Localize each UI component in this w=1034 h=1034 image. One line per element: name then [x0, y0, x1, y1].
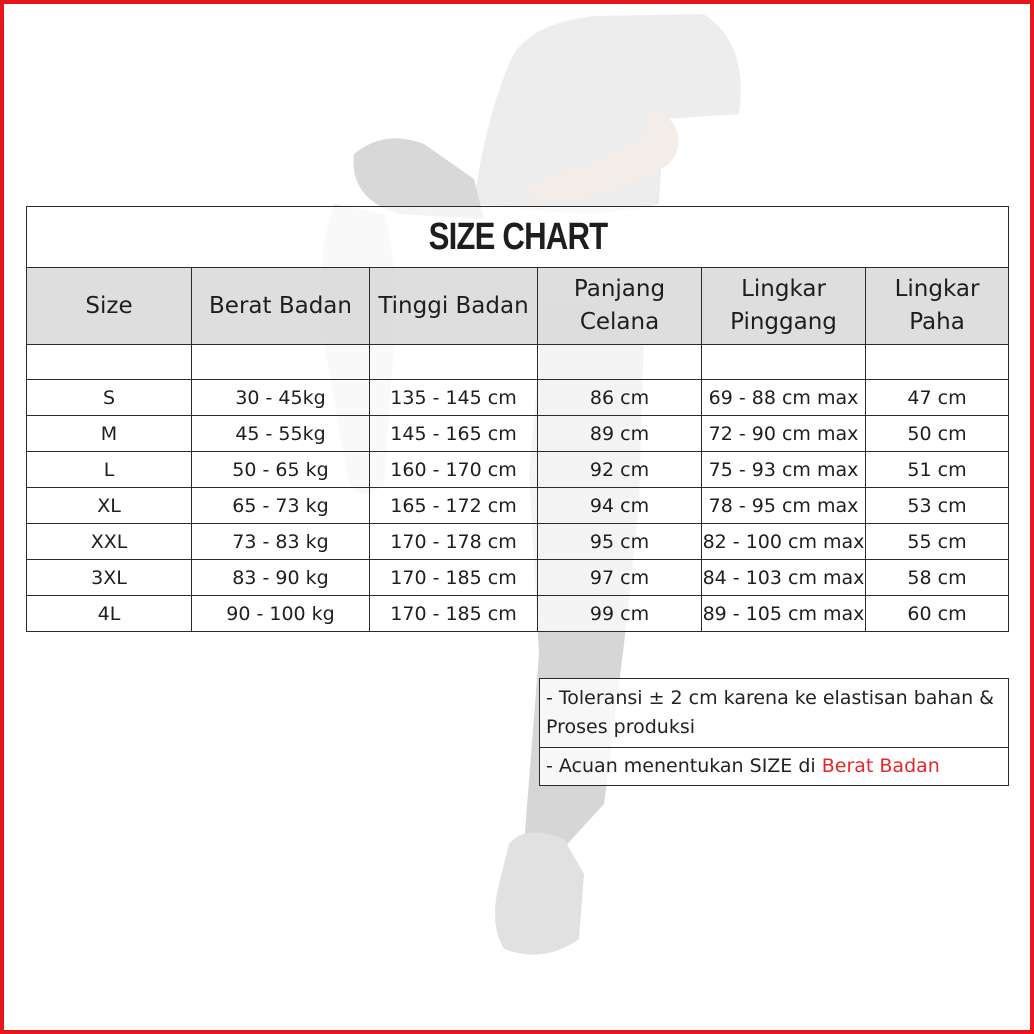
blank-row: [27, 345, 1009, 380]
column-header: Size: [27, 268, 192, 345]
size-cell: M: [27, 416, 192, 452]
empty-cell: [192, 345, 370, 380]
column-header: [866, 268, 1009, 345]
table-row: [27, 380, 1009, 416]
value-cell: 135 - 145 cm: [370, 380, 538, 416]
value-cell: 97 cm: [538, 560, 702, 596]
tolerance-note: - Toleransi ± 2 cm karena ke elastisan bahan & Proses produksi: [540, 679, 1009, 748]
column-header: [702, 268, 866, 345]
reference-note-text: - Acuan menentukan SIZE di: [546, 755, 822, 777]
table-row: [27, 452, 1009, 488]
table-row: [27, 524, 1009, 560]
value-cell: 82 - 100 cm max: [702, 524, 866, 560]
value-cell: 145 - 165 cm: [370, 416, 538, 452]
value-cell: 170 - 178 cm: [370, 524, 538, 560]
table-row: [27, 416, 1009, 452]
column-header-text: Lingkar Paha: [894, 276, 980, 335]
reference-highlight: Berat Badan: [821, 755, 940, 777]
value-cell: 86 cm: [538, 380, 702, 416]
size-cell: XL: [27, 488, 192, 524]
header-row: [27, 268, 1009, 345]
empty-cell: [702, 345, 866, 380]
column-header-text: Panjang Celana: [573, 276, 666, 335]
value-cell: 58 cm: [866, 560, 1009, 596]
size-table: [26, 206, 1009, 632]
size-rows: [27, 380, 1009, 632]
value-cell: 47 cm: [866, 380, 1009, 416]
value-cell: 51 cm: [866, 452, 1009, 488]
empty-cell: [27, 345, 192, 380]
value-cell: 94 cm: [538, 488, 702, 524]
size-cell: L: [27, 452, 192, 488]
value-cell: 89 cm: [538, 416, 702, 452]
value-cell: 45 - 55kg: [192, 416, 370, 452]
value-cell: 55 cm: [866, 524, 1009, 560]
value-cell: 69 - 88 cm max: [702, 380, 866, 416]
value-cell: 170 - 185 cm: [370, 596, 538, 632]
value-cell: 170 - 185 cm: [370, 560, 538, 596]
value-cell: 65 - 73 kg: [192, 488, 370, 524]
size-cell: S: [27, 380, 192, 416]
value-cell: 83 - 90 kg: [192, 560, 370, 596]
size-cell: 4L: [27, 596, 192, 632]
column-header: Tinggi Badan: [370, 268, 538, 345]
value-cell: 165 - 172 cm: [370, 488, 538, 524]
chart-title: SIZE CHART: [428, 215, 607, 258]
size-cell: 3XL: [27, 560, 192, 596]
table-row: [27, 596, 1009, 632]
value-cell: 73 - 83 kg: [192, 524, 370, 560]
value-cell: 90 - 100 kg: [192, 596, 370, 632]
column-header-text: Lingkar Pinggang: [730, 276, 837, 335]
value-cell: 89 - 105 cm max: [702, 596, 866, 632]
table-row: [27, 488, 1009, 524]
value-cell: 92 cm: [538, 452, 702, 488]
value-cell: 95 cm: [538, 524, 702, 560]
size-table-container: [26, 206, 1008, 640]
value-cell: 53 cm: [866, 488, 1009, 524]
empty-cell: [538, 345, 702, 380]
value-cell: 75 - 93 cm max: [702, 452, 866, 488]
column-header: [538, 268, 702, 345]
notes-box: [539, 678, 1009, 786]
table-row: [27, 560, 1009, 596]
value-cell: 50 - 65 kg: [192, 452, 370, 488]
value-cell: 78 - 95 cm max: [702, 488, 866, 524]
empty-cell: [370, 345, 538, 380]
value-cell: 99 cm: [538, 596, 702, 632]
empty-cell: [866, 345, 1009, 380]
reference-note: [540, 748, 1009, 786]
value-cell: 50 cm: [866, 416, 1009, 452]
value-cell: 84 - 103 cm max: [702, 560, 866, 596]
value-cell: 72 - 90 cm max: [702, 416, 866, 452]
chart-title-cell: [27, 207, 1009, 268]
column-header: Berat Badan: [192, 268, 370, 345]
value-cell: 30 - 45kg: [192, 380, 370, 416]
value-cell: 60 cm: [866, 596, 1009, 632]
size-cell: XXL: [27, 524, 192, 560]
value-cell: 160 - 170 cm: [370, 452, 538, 488]
